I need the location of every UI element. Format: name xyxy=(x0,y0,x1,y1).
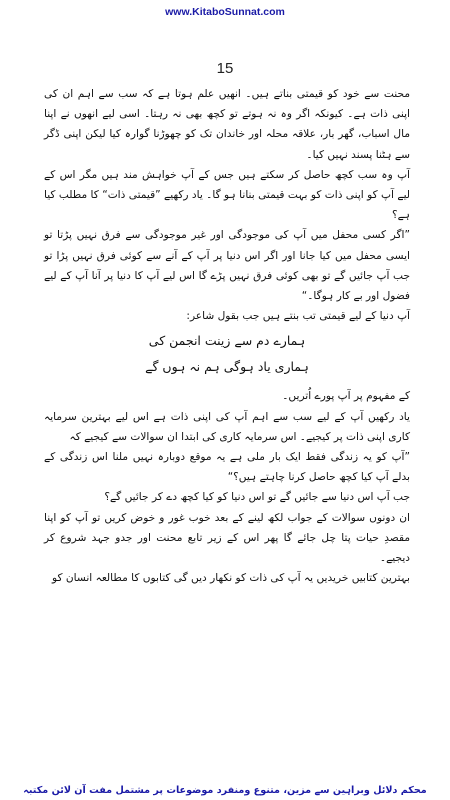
page-body xyxy=(44,84,410,588)
poem-line: ہمارے دم سے زینت انجمن کی xyxy=(148,333,306,349)
paragraph: ان دونوں سوالات کے جواب لکھ لینے کے بعد خوب غور و خوض کریں تو آپ کو اپنا مقصدِ حیات پتا چل جائے گا پھر اس کے زیر تابع محنت اور جدو جہد شروع کر دیجیے۔ xyxy=(44,511,410,565)
paragraph: آپ دنیا کے لیے قیمتی تب بنتے ہیں جب بقول شاعر: xyxy=(186,310,410,323)
paragraph: جب آپ اس دنیا سے جائیں گے تو اس دنیا کو کیا کچھ دے کر جائیں گے؟ xyxy=(104,491,410,504)
quote-paragraph: ”اگر کسی محفل میں آپ کی موجودگی اور غیر موجودگی سے فرق نہیں پڑتا تو ایسی محفل میں کیا جانا اور اگر اس دنیا پر آپ کے آنے سے کوئی فرق نہیں پڑا تو جب آپ جائیں گے تو بھی کوئی فرق نہیں پڑے گا اس لیے آپ کا دنیا پر آنا آپ کے لیے فضول اور بے کار ہوگا۔“ xyxy=(44,229,410,303)
poem xyxy=(44,328,410,380)
paragraph: یاد رکھیں آپ کے لیے سب سے اہم آپ کی اپنی ذات ہے اس لیے بہترین سرمایہ کاری اپنی ذات پر کیجیے۔ اس سرمایہ کاری کی ابتدا ان سوالات سے کیجیے کہ xyxy=(44,410,410,443)
paragraph: کے مفہوم پر آپ پورے اُتریں۔ xyxy=(282,390,410,403)
paragraph: آپ وہ سب کچھ حاصل کر سکتے ہیں جس کے آپ خواہش مند ہیں مگر اس کے لیے آپ کو اپنی ذات کو بہت قیمتی بنانا ہو گا۔ یاد رکھیے ”قیمتی ذات“ کا مطلب کیا ہے؟ xyxy=(44,168,410,222)
page-number: 15 xyxy=(216,60,234,77)
poem-line: ہماری یاد ہوگی ہم نہ ہوں گے xyxy=(145,359,309,375)
paragraph: بہترین کتابیں خریدیں یہ آپ کی ذات کو نکھار دیں گی کتابوں کا مطالعہ انسان کو xyxy=(52,572,410,585)
footer-banner[interactable]: محکم دلائل وبراہین سے مزین، متنوع ومنفرد موضوعات پر مشتمل مفت آن لائن مکتبہ xyxy=(23,785,427,796)
quote-paragraph: ”آپ کو یہ زندگی فقط ایک بار ملی ہے یہ موقع دوبارہ نہیں ملنا اس زندگی کے بدلے آپ کیا کچھ حاصل کرنا چاہتے ہیں؟“ xyxy=(44,451,410,484)
paragraph: محنت سے خود کو قیمتی بناتے ہیں۔ انھیں علم ہوتا ہے کہ سب سے اہم ان کی اپنی ذات ہے۔ کیونکہ اگر وہ نہ ہوتے تو کچھ بھی نہ رہتا۔ اسی لیے انھوں نے اپنا مال اسباب، گھر بار، علاقہ محلہ اور خاندان تک کو چھوڑنا گوارہ کیا لیکن اپنی ڈگر سے ہٹنا پسند نہیں کیا۔ xyxy=(44,88,410,161)
site-link[interactable]: www.KitaboSunnat.com xyxy=(165,6,285,18)
